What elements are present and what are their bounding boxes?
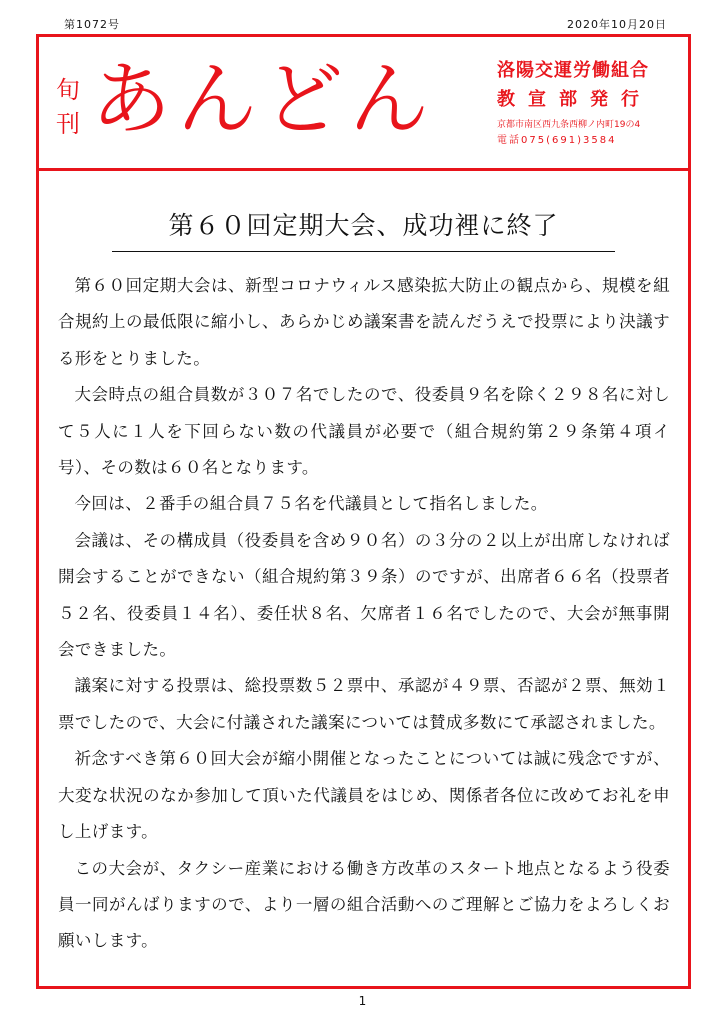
- article-headline: 第６０回定期大会、成功裡に終了: [112, 206, 615, 252]
- publisher-dept: 教宣部発行: [497, 89, 652, 110]
- paragraph: 議案に対する投票は、総投票数５２票中、承認が４９票、否認が２票、無効１票でしたので、大会に付議された議案については賛成多数にて承認されました。: [58, 676, 670, 732]
- frequency-label: 旬刊: [56, 76, 80, 138]
- issue-number: 第1072号: [64, 18, 120, 31]
- page-number: 1: [358, 994, 367, 1008]
- issue-date: 2020年10月20日: [567, 18, 667, 31]
- paragraph: 会議は、その構成員（役委員を含め９０名）の３分の２以上が出席しなければ開会することができない（組合規約第３９条）のですが、出席者６６名（投票者５２名、役委員１４名）、委任状８名、欠席者１６名でしたので、大会が無事開会できました。: [58, 530, 670, 660]
- paragraph: 大会時点の組合員数が３０７名でしたので、役委員９名を除く２９８名に対して５人に１人を下回らない数の代議員が必要で（組合規約第２９条第４項イ号）、その数は６０名となります。: [58, 385, 670, 478]
- publisher-phone: 電話075(691)3584: [497, 135, 617, 146]
- paragraph: 今回は、２番手の組合員７５名を代議員として指名しました。: [74, 494, 548, 514]
- masthead: [39, 37, 688, 171]
- publisher-block: [497, 57, 682, 149]
- newsletter-title: あんどん: [91, 53, 435, 146]
- paragraph: 祈念すべき第６０回大会が縮小開催となったことについては誠に残念ですが、大変な状況のなか参加して頂いた代議員をはじめ、関係者各位に改めてお礼を申し上げます。: [58, 749, 670, 842]
- publisher-name: 洛陽交運労働組合: [497, 60, 649, 81]
- paragraph: 第６０回定期大会は、新型コロナウィルス感染拡大防止の観点から、規模を組合規約上の最低限に縮小し、あらかじめ議案書を読んだうえで投票により決議する形をとりました。: [58, 276, 670, 368]
- paragraph: この大会が、タクシー産業における働き方改革のスタート地点となるよう役委員一同がんばりますので、より一層の組合活動へのご理解とご協力をよろしくお願いします。: [58, 858, 670, 951]
- publisher-address: 京都市南区西九条西柳ノ内町19の4: [497, 120, 641, 130]
- article-body: [58, 268, 670, 960]
